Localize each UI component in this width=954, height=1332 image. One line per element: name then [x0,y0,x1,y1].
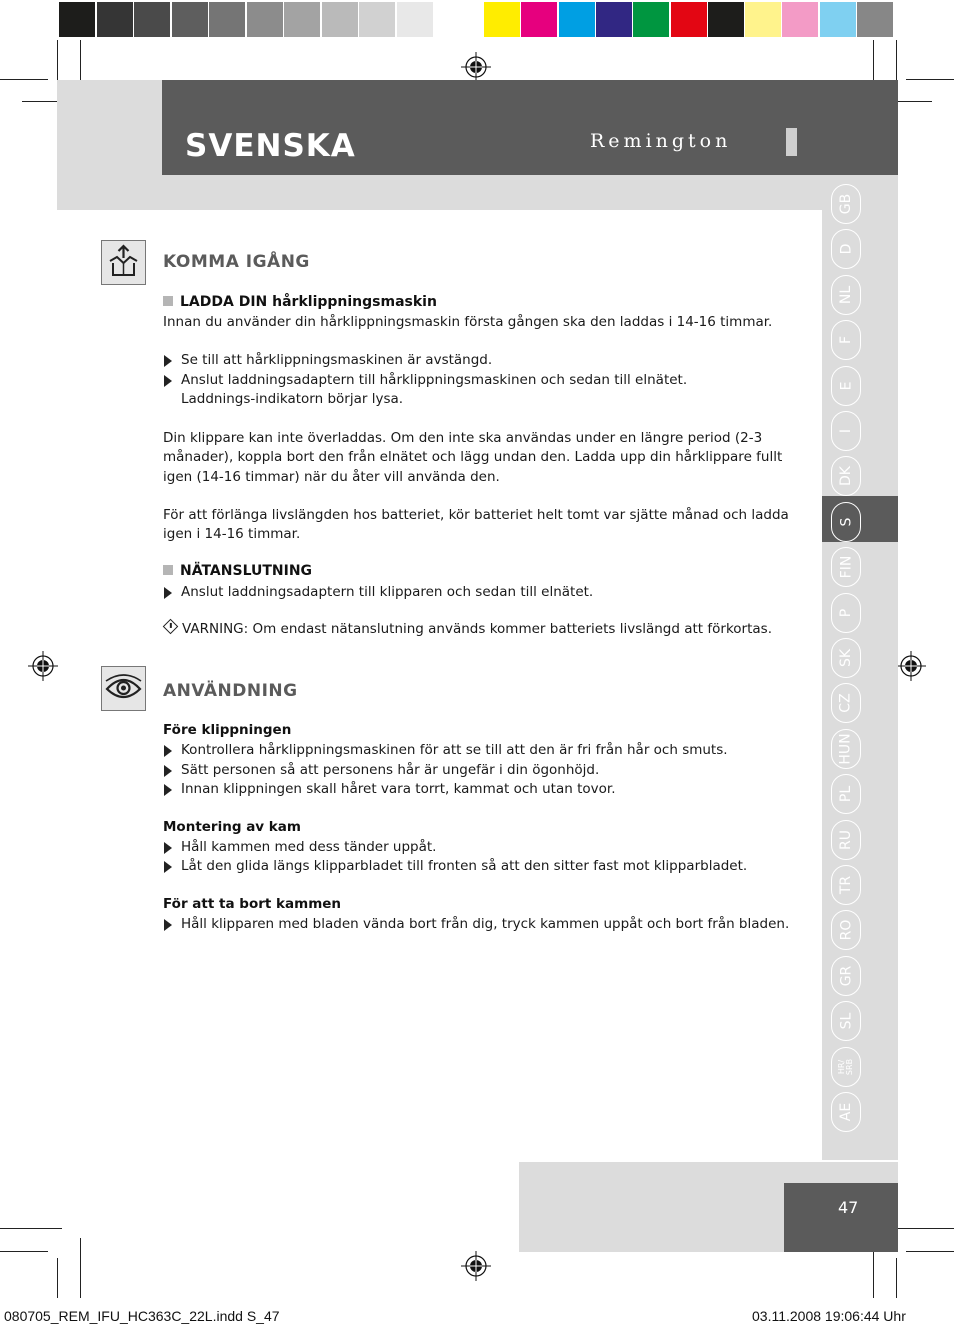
arrow-bullet-icon [164,861,172,873]
color-swatch [857,2,893,37]
language-tab-label: E [837,381,854,391]
list-item [163,915,803,934]
subheading-before-cutting: Före klippningen [163,722,292,738]
color-swatch [745,2,781,37]
language-tab-f[interactable] [831,320,861,360]
language-tab-hrsrb[interactable] [831,1047,861,1087]
list-item [163,780,803,799]
registration-mark-icon [28,651,58,681]
language-tab-ae[interactable] [831,1092,861,1132]
page-number: 47 [838,1198,859,1217]
crop-mark [22,101,62,102]
section-icon-box [101,666,146,711]
list-item-text: Håll kammen med dess tänder uppåt. [181,839,437,855]
color-swatch [596,2,632,37]
page-title: SVENSKA [185,128,356,164]
crop-mark [896,1258,897,1298]
language-tab-cz[interactable] [831,683,861,723]
language-tab-label: HUN [838,733,854,765]
crop-mark [80,1238,81,1298]
subheading-rest: hårklippningsmaskin [267,294,437,310]
crop-mark [57,1258,58,1298]
section-heading: ANVÄNDNING [163,681,298,701]
gray-swatch [59,2,95,37]
subheading-bold: LADDA DIN [180,294,268,310]
language-tab-label: PL [838,786,854,803]
arrow-bullet-icon [164,842,172,854]
gray-swatch [434,2,470,37]
language-tab-sl[interactable] [831,1001,861,1041]
brand-logo: Remington [590,130,732,152]
language-tab-label: P [837,608,854,617]
color-swatch [671,2,707,37]
language-tab-fin[interactable] [831,547,861,587]
list-item-text: Håll klipparen med bladen vända bort från dig, tryck kammen uppåt och bort från bladen. [181,916,790,932]
subheading-mains [163,563,312,579]
registration-mark-icon [461,52,491,82]
language-tab-gb[interactable] [831,184,861,224]
language-tab-label: GB [837,193,854,215]
language-tab-label: S [837,517,854,527]
crop-mark [0,1251,48,1252]
language-tab-e[interactable] [831,366,861,406]
date-slug: 03.11.2008 19:06:44 Uhr [752,1308,906,1324]
gray-swatch [359,2,395,37]
language-tab-ru[interactable] [831,820,861,860]
language-tab-label: CZ [838,693,854,714]
color-swatch [521,2,557,37]
page-number-box [784,1183,898,1252]
language-tab-label: NL [838,285,854,304]
language-tab-i[interactable] [831,411,861,451]
language-tab-label: RU [837,829,854,850]
language-tab-s[interactable] [831,502,861,542]
language-tab-label: GR [837,965,854,987]
language-tab-tr[interactable] [831,865,861,905]
arrow-bullet-icon [164,745,172,757]
language-tab-label: HR/ SRB [837,1058,854,1075]
language-tab-ro[interactable] [831,910,861,950]
language-tab-dk[interactable] [831,456,861,496]
list-item-text: Se till att hårklippningsmaskinen är avstängd. [181,352,493,368]
arrow-bullet-icon [164,355,172,367]
list-item-text: Anslut laddningsadaptern till klipparen och sedan till elnätet. [181,584,594,600]
language-tab-nl[interactable] [831,275,861,315]
square-bullet-icon [163,296,173,306]
subheading-bold: NÄTANSLUTNING [180,563,313,579]
subheading-attach-comb: Montering av kam [163,819,301,835]
language-tab-label: SL [838,1012,854,1030]
crop-mark [906,1251,954,1252]
crop-mark [892,1228,954,1229]
gray-swatch [209,2,245,37]
arrow-bullet-icon [164,765,172,777]
list-item [163,371,723,410]
list-item [163,761,803,780]
gray-swatch [172,2,208,37]
list-item-text: Anslut laddningsadaptern till hårklippningsmaskinen och sedan till elnätet. Laddnings-indikatorn börjar lysa. [181,372,688,408]
language-tab-label: D [838,244,854,255]
list-item [163,838,803,857]
language-tab-hun[interactable] [831,729,861,769]
color-swatch [559,2,595,37]
color-swatch [484,2,520,37]
list-item-text: Innan klippningen skall håret vara torrt, kammat och utan tovor. [181,781,616,797]
gray-swatch [284,2,320,37]
color-swatch [633,2,669,37]
language-tab-label: SK [837,648,854,668]
gray-swatch [322,2,358,37]
section-heading: KOMMA IGÅNG [163,252,310,272]
list-item [163,857,803,876]
crop-mark [57,40,58,80]
language-tab-gr[interactable] [831,956,861,996]
subheading-remove-comb: För att ta bort kammen [163,896,342,912]
language-tab-label: F [838,336,854,345]
list-item-text: Sätt personen så att personens hår är ungefär i din ögonhöjd. [181,762,600,778]
list-item-text: Kontrollera hårklippningsmaskinen för att se till att den är fri från hår och smuts. [181,742,728,758]
language-tab-pl[interactable] [831,774,861,814]
color-swatch [820,2,856,37]
list-item [163,741,803,760]
color-swatch [708,2,744,37]
list-item [163,583,803,602]
crop-mark [0,1228,62,1229]
section-icon-box [101,240,146,285]
crop-mark [0,79,48,80]
language-tab-label: FIN [838,555,854,579]
warning-text [163,621,772,637]
arrow-bullet-icon [164,919,172,931]
crop-mark [906,79,954,80]
eye-icon [102,667,145,710]
gray-swatch [397,2,433,37]
language-tab-d[interactable] [831,229,861,269]
language-tab-label: AE [838,1102,854,1122]
brand-accent-bar [786,128,797,156]
arrow-bullet-icon [164,784,172,796]
paragraph-overcharge: Din klippare kan inte överladdas. Om den inte ska användas under en längre period (2-3 månader), koppla bort den från elnätet och lägg undan den. Ladda upp din hårklippare fullt igen (14-16 timmar) när du åter vill använda den. [163,430,783,485]
language-tab-label: RO [838,920,854,941]
crop-mark [896,40,897,80]
registration-mark-icon [896,651,926,681]
language-tab-p[interactable] [831,593,861,633]
gray-swatch [97,2,133,37]
intro-text: Innan du använder din hårklippningsmaskin första gången ska den laddas i 14-16 timmar. [163,314,773,330]
language-tab-sk[interactable] [831,638,861,678]
arrow-bullet-icon [164,375,172,387]
color-swatch [782,2,818,37]
file-slug: 080705_REM_IFU_HC363C_22L.indd S_47 [4,1308,280,1324]
language-tab-label: DK [838,466,854,487]
gray-swatch [134,2,170,37]
language-tab-label: TR [838,875,854,895]
list-item-text: Låt den glida längs klipparbladet till fronten så att den sitter fast mot klipparbladet. [181,858,748,874]
arrow-bullet-icon [164,587,172,599]
subheading-charge [163,294,437,310]
crop-mark [892,101,932,102]
registration-mark-icon [461,1251,491,1281]
language-tab-label: I [837,428,854,434]
paragraph-battery: För att förlänga livslängden hos batteriet, kör batteriet helt tomt var sjätte månad och ladda igen i 14-16 timmar. [163,507,789,543]
gray-swatch [247,2,283,37]
box-arrow-icon [102,241,145,284]
warning-text-content: VARNING: Om endast nätanslutning används kommer batteriets livslängd att förkortas. [182,621,772,637]
warning-icon [163,619,179,635]
square-bullet-icon [163,565,173,575]
list-item [163,351,803,370]
